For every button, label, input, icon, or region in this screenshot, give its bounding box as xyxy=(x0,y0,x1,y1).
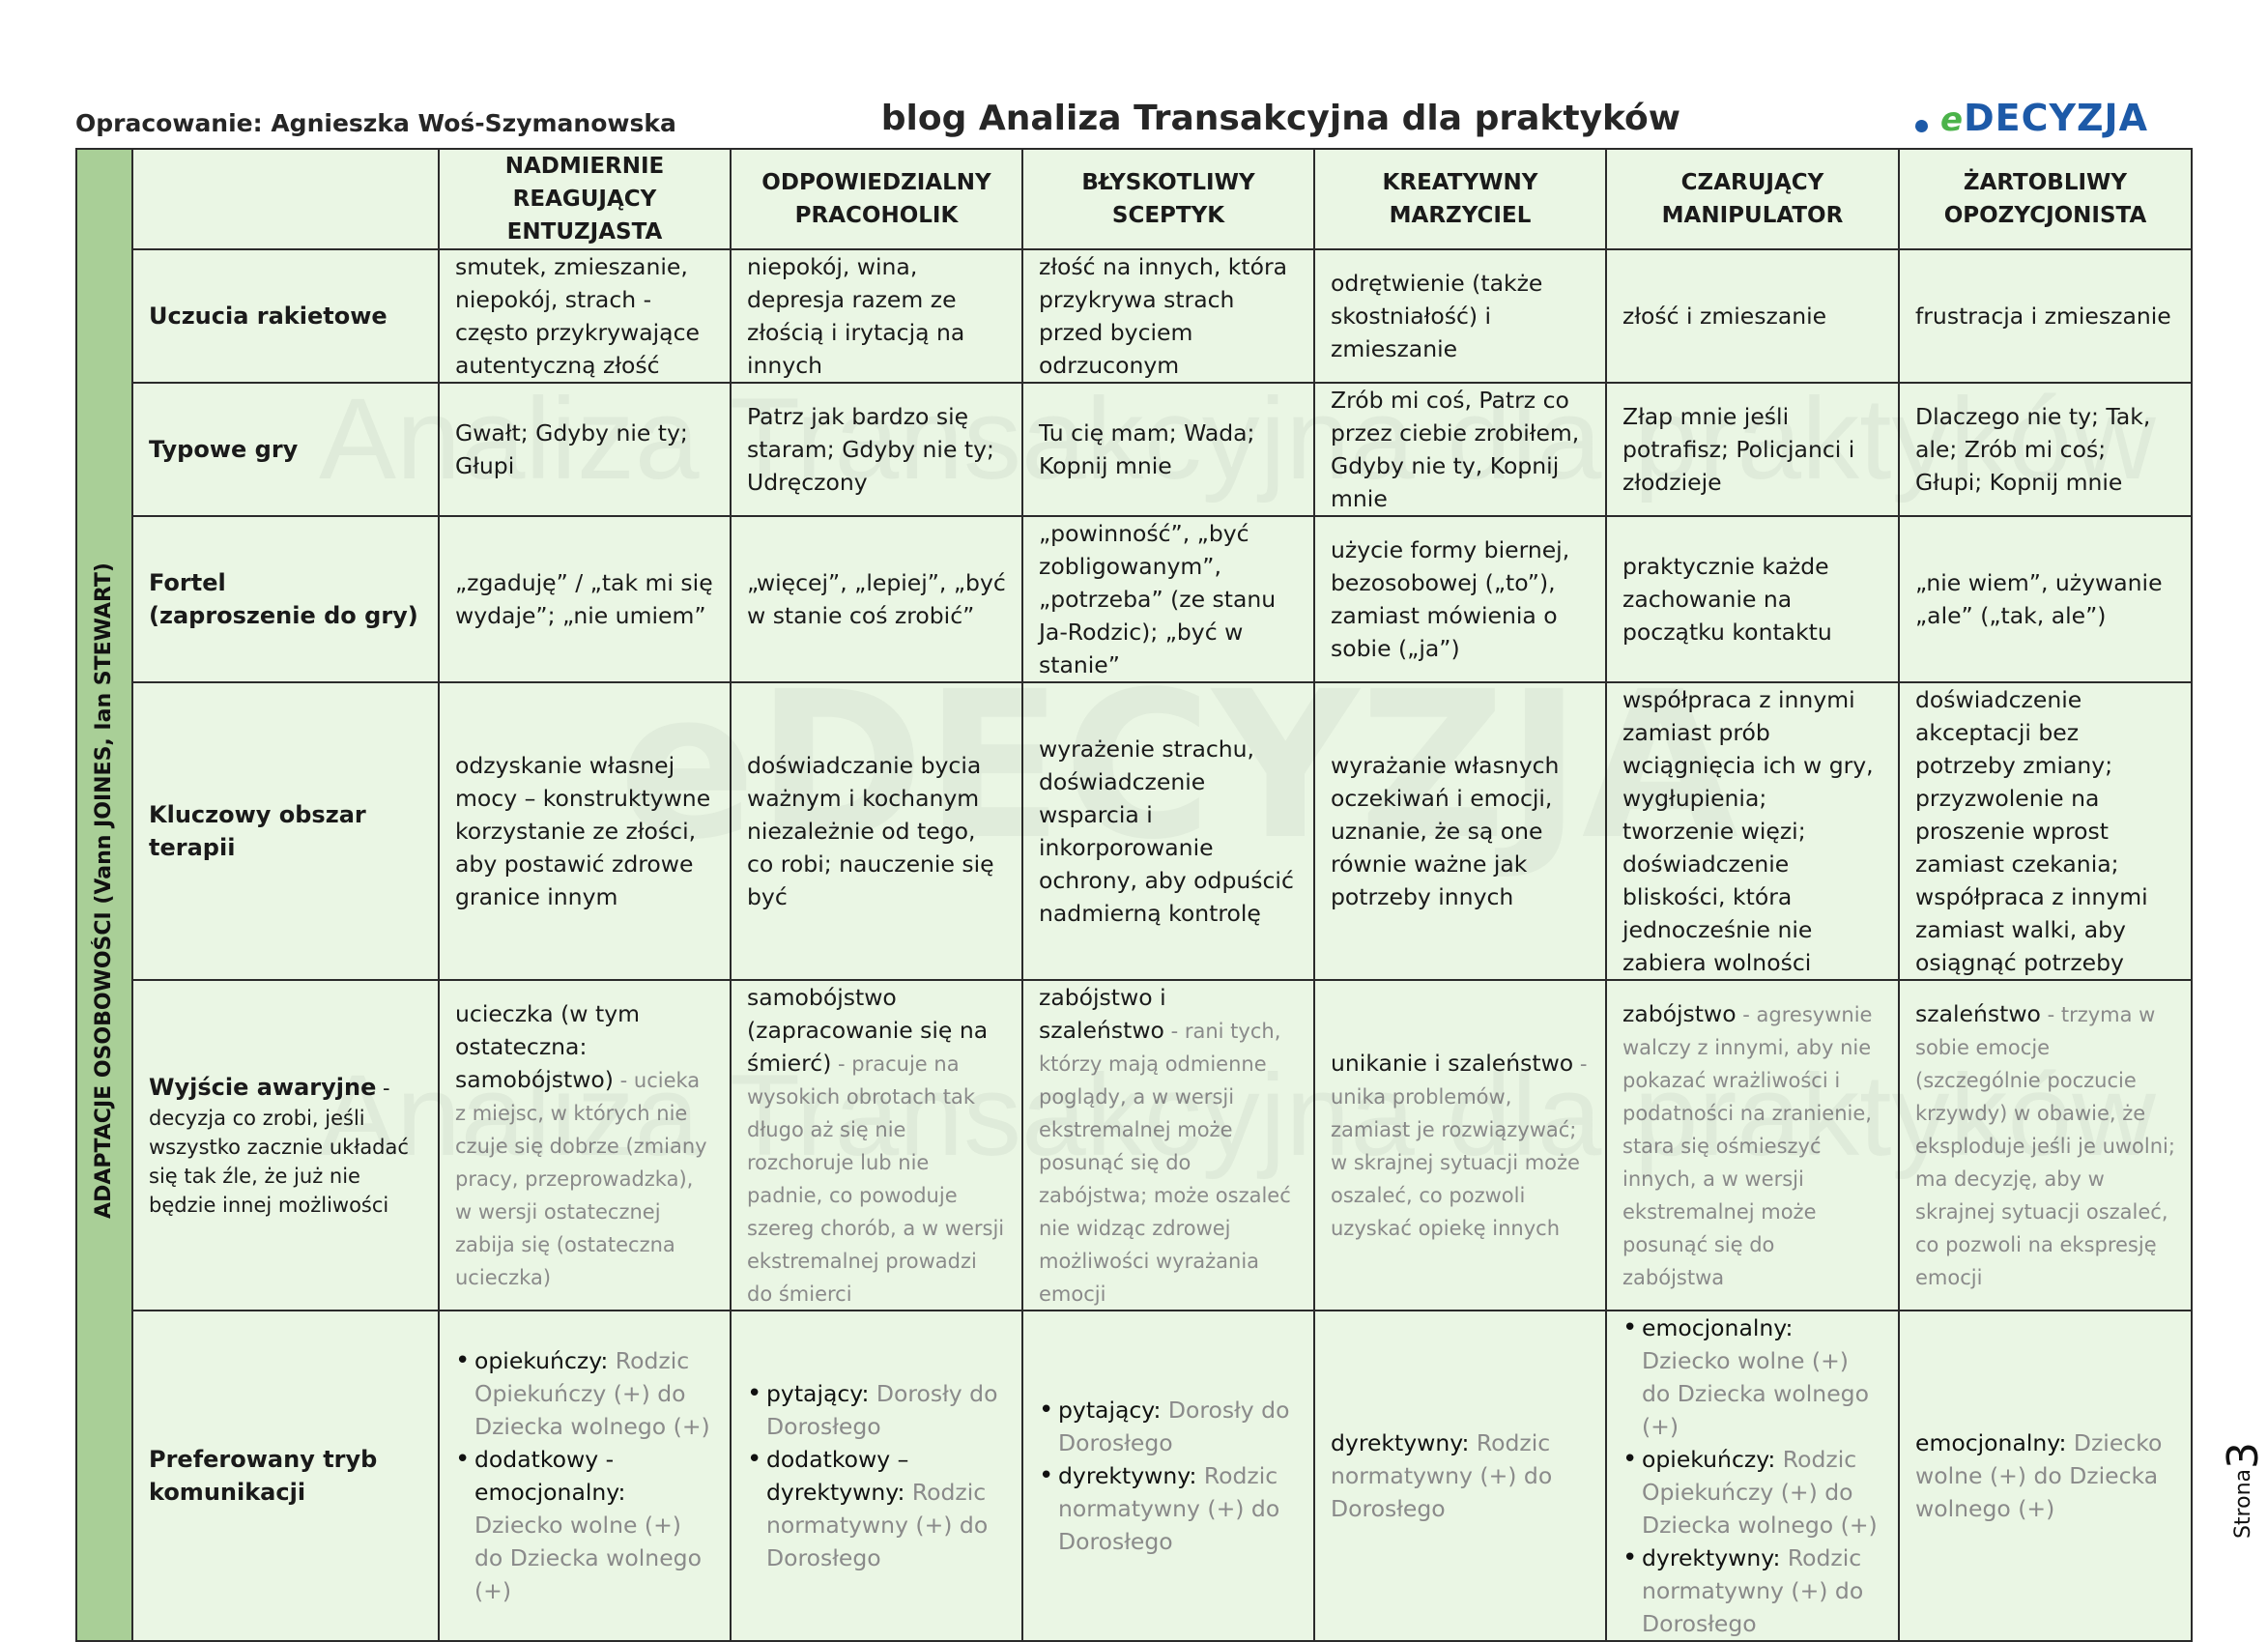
blog-title: blog Analiza Transakcyjna dla praktyków xyxy=(880,99,1680,138)
column-header: ŻARTOBLIWY OPOZYCJONISTA xyxy=(1899,149,2192,249)
table-cell: doświadczanie bycia ważnym i kochanym niezależnie od tego, co robi; nauczenie się być xyxy=(731,682,1022,980)
page-number: Strona3 xyxy=(2219,1442,2268,1540)
list-item: • dyrektywny: Rodzic normatywny (+) do Dorosłego xyxy=(1039,1459,1298,1558)
table-cell: odrętwienie (także skostniałość) i zmieszanie xyxy=(1314,249,1606,383)
table-cell: wyrażenie strachu, doświadczenie wsparcia i inkorporowanie ochrony, aby odpuścić nadmierną kontrolę xyxy=(1022,682,1314,980)
side-label: ADAPTACJE OSOBOWOŚCI (Vann JOINES, Ian STEWART) xyxy=(92,562,116,1219)
table-cell: smutek, zmieszanie, niepokój, strach - często przykrywające autentyczną złość xyxy=(439,249,731,383)
column-header: NADMIERNIE REAGUJĄCY ENTUZJASTA xyxy=(439,149,731,249)
table-cell: emocjonalny: Dziecko wolne (+) do Dziecka wolnego (+) xyxy=(1899,1311,2192,1641)
table-cell xyxy=(439,1311,731,1641)
table-cell: Patrz jak bardzo się staram; Gdyby nie ty; Udręczony xyxy=(731,383,1022,516)
row-label-fortel: Fortel (zaproszenie do gry) xyxy=(132,516,439,682)
table-cell: zabójstwo i szaleństwo - rani tych, którzy mają odmienne poglądy, a w wersji ekstremalnej może posunąć się do zabójstwa; może oszaleć nie widząc zdrowej możliwości wyrażania emocji xyxy=(1022,980,1314,1311)
bullet-dot-icon xyxy=(1915,120,1928,132)
column-header: CZARUJĄCY MANIPULATOR xyxy=(1606,149,1899,249)
list-item: • opiekuńczy: Rodzic Opiekuńczy (+) do Dziecka wolnego (+) xyxy=(455,1344,714,1443)
row-label-terapia: Kluczowy obszar terapii xyxy=(132,682,439,980)
row-label-uczucia: Uczucia rakietowe xyxy=(132,249,439,383)
column-header: KREATYWNY MARZYCIEL xyxy=(1314,149,1606,249)
edecyzja-logo: eDECYZJA xyxy=(1940,97,2149,139)
row-label-wyjscie: Wyjście awaryjne - decyzja co zrobi, jeśli wszystko zacznie układać się tak źle, że już nie będzie innej możliwości xyxy=(132,980,439,1311)
row-label-gry: Typowe gry xyxy=(132,383,439,516)
table-cell: niepokój, wina, depresja razem ze złością i irytacją na innych xyxy=(731,249,1022,383)
table-cell: użycie formy biernej, bezosobowej („to”), zamiast mówienia o sobie („ja”) xyxy=(1314,516,1606,682)
list-item: • dodatkowy – dyrektywny: Rodzic normatywny (+) do Dorosłego xyxy=(747,1443,1006,1574)
table-cell: złość na innych, która przykrywa strach przed byciem odrzuconym xyxy=(1022,249,1314,383)
column-header: ODPOWIEDZIALNY PRACOHOLIK xyxy=(731,149,1022,249)
corner-cell xyxy=(132,149,439,249)
table-cell: dyrektywny: Rodzic normatywny (+) do Dorosłego xyxy=(1314,1311,1606,1641)
column-header: BŁYSKOTLIWY SCEPTYK xyxy=(1022,149,1314,249)
table-cell: szaleństwo - trzyma w sobie emocje (szczególnie poczucie krzywdy) w obawie, że eksploduje jeśli je uwolni; ma decyzję, aby w skrajnej sytuacji oszaleć, co pozwoli na ekspresję emocji xyxy=(1899,980,2192,1311)
table-cell: doświadczenie akceptacji bez potrzeby zmiany; przyzwolenie na proszenie wprost zamiast czekania; współpraca z innymi zamiast walki, aby osiągnąć potrzeby xyxy=(1899,682,2192,980)
list-item: • dyrektywny: Rodzic normatywny (+) do Dorosłego xyxy=(1622,1541,1882,1640)
author-line: Opracowanie: Agnieszka Woś-Szymanowska xyxy=(75,109,676,137)
table-cell: „więcej”, „lepiej”, „być w stanie coś zrobić” xyxy=(731,516,1022,682)
table-cell: unikanie i szaleństwo - unika problemów, zamiast je rozwiązywać; w skrajnej sytuacji może oszaleć, co pozwoli uzyskać opiekę innych xyxy=(1314,980,1606,1311)
table-cell: Gwałt; Gdyby nie ty; Głupi xyxy=(439,383,731,516)
table-cell xyxy=(1606,1311,1899,1641)
table-cell: Zrób mi coś, Patrz co przez ciebie zrobiłem, Gdyby nie ty, Kopnij mnie xyxy=(1314,383,1606,516)
table-cell: zabójstwo - agresywnie walczy z innymi, aby nie pokazać wrażliwości i podatności na zranienie, stara się ośmieszyć innych, a w wersji ekstremalnej może posunąć się do zabójstwa xyxy=(1606,980,1899,1311)
table-cell: samobójstwo (zapracowanie się na śmierć) - pracuje na wysokich obrotach tak długo aż się nie rozchoruje lub nie padnie, co powoduje szereg chorób, a w wersji ekstremalnej prowadzi do śmierci xyxy=(731,980,1022,1311)
table-cell: Złap mnie jeśli potrafisz; Policjanci i złodzieje xyxy=(1606,383,1899,516)
table-cell: złość i zmieszanie xyxy=(1606,249,1899,383)
table-cell: „powinność”, „być zobligowanym”, „potrzeba” (ze stanu Ja-Rodzic); „być w stanie” xyxy=(1022,516,1314,682)
list-item: • emocjonalny: Dziecko wolne (+) do Dziecka wolnego (+) xyxy=(1622,1311,1882,1443)
table-cell: Dlaczego nie ty; Tak, ale; Zrób mi coś; Głupi; Kopnij mnie xyxy=(1899,383,2192,516)
table-cell: ucieczka (w tym ostateczna: samobójstwo) - ucieka z miejsc, w których nie czuje się dobrze (zmiany pracy, przeprowadzka), w wersji ostatecznej zabija się (ostateczna ucieczka) xyxy=(439,980,731,1311)
list-item: • dodatkowy - emocjonalny: Dziecko wolne (+) do Dziecka wolnego (+) xyxy=(455,1443,714,1607)
row-label-tryb: Preferowany tryb komunikacji xyxy=(132,1311,439,1641)
side-label-cell xyxy=(76,149,132,1641)
list-item: • opiekuńczy: Rodzic Opiekuńczy (+) do Dziecka wolnego (+) xyxy=(1622,1443,1882,1541)
list-item: • pytający: Dorosły do Dorosłego xyxy=(747,1377,1006,1443)
list-item: • pytający: Dorosły do Dorosłego xyxy=(1039,1394,1298,1459)
table-cell xyxy=(1022,1311,1314,1641)
table-cell xyxy=(731,1311,1022,1641)
table-cell: współpraca z innymi zamiast prób wciągnięcia ich w gry, wygłupienia; tworzenie więzi; doświadczenie bliskości, która jednocześnie nie zabiera wolności xyxy=(1606,682,1899,980)
table-cell: odzyskanie własnej mocy – konstruktywne korzystanie ze złości, aby postawić zdrowe granice innym xyxy=(439,682,731,980)
table-cell: Tu cię mam; Wada; Kopnij mnie xyxy=(1022,383,1314,516)
table-cell: „nie wiem”, używanie „ale” („tak, ale”) xyxy=(1899,516,2192,682)
personality-adaptations-table xyxy=(75,148,2193,1642)
table-cell: wyrażanie własnych oczekiwań i emocji, uznanie, że są one równie ważne jak potrzeby innych xyxy=(1314,682,1606,980)
table-cell: praktycznie każde zachowanie na początku kontaktu xyxy=(1606,516,1899,682)
table-cell: frustracja i zmieszanie xyxy=(1899,249,2192,383)
table-cell: „zgaduję” / „tak mi się wydaje”; „nie umiem” xyxy=(439,516,731,682)
